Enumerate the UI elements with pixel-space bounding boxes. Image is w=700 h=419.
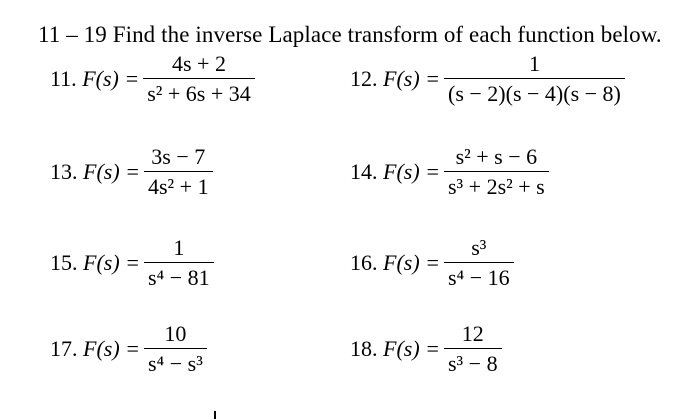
fraction xyxy=(444,322,502,375)
problem-11 xyxy=(50,52,255,105)
problem-label: 17. F(s) = xyxy=(50,335,140,361)
numerator: 1 xyxy=(528,51,540,76)
fraction xyxy=(144,236,214,289)
problem-label: 16. F(s) = xyxy=(350,249,440,275)
fraction xyxy=(444,145,549,198)
numerator: 1 xyxy=(173,235,185,260)
problem-label: 12. F(s) = xyxy=(350,65,440,91)
numerator: 12 xyxy=(461,321,484,346)
problem-12 xyxy=(350,52,625,105)
denominator: 4s² + 1 xyxy=(144,171,213,198)
denominator: s² + 6s + 34 xyxy=(143,78,255,105)
fraction xyxy=(144,322,207,375)
problem-set-heading: 11 – 19 Find the inverse Laplace transform of each function below. xyxy=(38,22,662,47)
fraction xyxy=(444,236,514,289)
problem-18 xyxy=(350,322,502,375)
problem-label: 11. F(s) = xyxy=(50,65,140,91)
problem-label: 14. F(s) = xyxy=(350,158,440,184)
problem-14 xyxy=(350,145,549,198)
problem-17 xyxy=(50,322,207,375)
problem-16 xyxy=(350,236,514,289)
problem-label: 13. F(s) = xyxy=(50,158,140,184)
problem-label: 18. F(s) = xyxy=(350,335,440,361)
numerator: s² + s − 6 xyxy=(455,144,538,169)
denominator: s³ + 2s² + s xyxy=(444,171,549,198)
fraction xyxy=(144,145,213,198)
numerator: 10 xyxy=(164,321,187,346)
problem-15 xyxy=(50,236,214,289)
fraction xyxy=(444,52,625,105)
fraction xyxy=(143,52,255,105)
denominator: s⁴ − 16 xyxy=(444,262,514,289)
numerator: 3s − 7 xyxy=(151,144,206,169)
denominator: s⁴ − 81 xyxy=(144,262,214,289)
cut-off-mark xyxy=(214,411,216,419)
denominator: (s − 2)(s − 4)(s − 8) xyxy=(444,78,625,105)
problem-label: 15. F(s) = xyxy=(50,249,140,275)
problem-13 xyxy=(50,145,213,198)
denominator: s⁴ − s³ xyxy=(144,348,207,375)
numerator: s³ xyxy=(471,235,487,260)
denominator: s³ − 8 xyxy=(444,348,502,375)
numerator: 4s + 2 xyxy=(171,51,226,76)
